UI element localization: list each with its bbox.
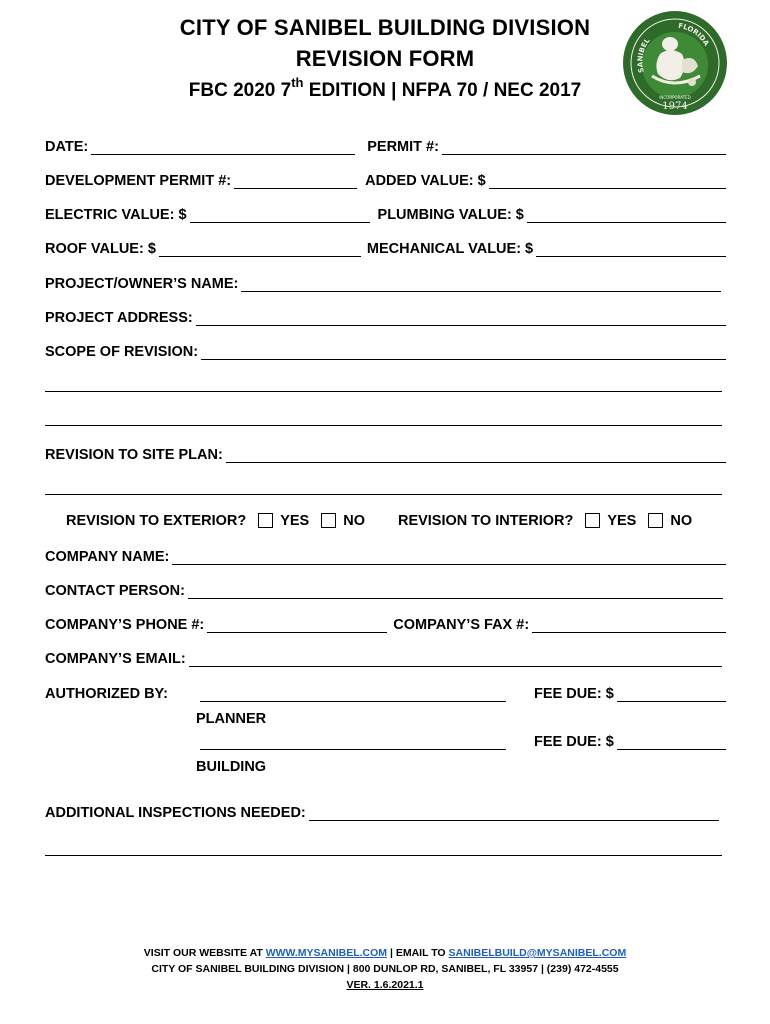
- electric-value-field[interactable]: [190, 208, 370, 223]
- row-owner-name: [45, 270, 721, 292]
- row-contact-person: [45, 577, 723, 599]
- additional-inspections-field[interactable]: [309, 806, 719, 821]
- company-phone-field[interactable]: [207, 618, 387, 633]
- subtitle-code: FBC 2020 7: [188, 80, 292, 101]
- planner-label: PLANNER: [196, 711, 267, 727]
- planner-fee-due-field[interactable]: [617, 687, 726, 702]
- row-project-address: [45, 304, 726, 326]
- subtitle-superscript: th: [291, 75, 304, 90]
- project-owner-name-label: PROJECT/OWNER’S NAME:: [45, 276, 239, 292]
- seal-text-left: SANIBEL: [636, 36, 652, 74]
- interior-yes-label: YES: [607, 513, 637, 529]
- website-link[interactable]: WWW.MYSANIBEL.COM: [265, 947, 388, 959]
- city-seal-logo: [622, 10, 728, 116]
- building-fee-due-field[interactable]: [617, 735, 726, 750]
- company-name-label: COMPANY NAME:: [45, 549, 170, 565]
- planner-fee-due-label: FEE DUE: $: [534, 686, 614, 702]
- interior-yes-checkbox[interactable]: [585, 513, 600, 528]
- revision-to-exterior-label: REVISION TO EXTERIOR?: [66, 513, 247, 529]
- exterior-yes-checkbox[interactable]: [258, 513, 273, 528]
- form-title-line2: REVISION FORM: [295, 46, 475, 71]
- company-fax-label: COMPANY’S FAX #:: [393, 617, 530, 633]
- row-building-caption: [196, 753, 396, 775]
- scope-of-revision-label: SCOPE OF REVISION:: [45, 344, 199, 360]
- revision-to-site-plan-label: REVISION TO SITE PLAN:: [45, 447, 223, 463]
- row-company-email: [45, 645, 722, 667]
- seal-year: 1974: [662, 101, 688, 112]
- row-building-signature: [45, 728, 726, 750]
- interior-no-checkbox[interactable]: [648, 513, 663, 528]
- exterior-no-checkbox[interactable]: [321, 513, 336, 528]
- row-phone-fax: [45, 611, 726, 633]
- scope-of-revision-line-3[interactable]: [45, 425, 722, 426]
- development-permit-label: DEVELOPMENT PERMIT #:: [45, 173, 232, 189]
- plumbing-value-field[interactable]: [527, 208, 726, 223]
- row-additional-inspections: [45, 799, 719, 821]
- seal-incorporated: INCORPORATED: [659, 95, 691, 100]
- row-company-name: [45, 543, 726, 565]
- permit-label: PERMIT #:: [367, 139, 439, 155]
- form-footer: [0, 945, 770, 993]
- additional-inspections-label: ADDITIONAL INSPECTIONS NEEDED:: [45, 805, 306, 821]
- form-header: [150, 12, 620, 106]
- project-address-field[interactable]: [196, 311, 726, 326]
- subtitle-edition: EDITION | NFPA 70 / NEC 2017: [303, 80, 582, 101]
- company-fax-field[interactable]: [532, 618, 726, 633]
- contact-person-field[interactable]: [188, 584, 723, 599]
- exterior-yes-label: YES: [280, 513, 310, 529]
- added-value-label: ADDED VALUE: $: [365, 173, 486, 189]
- building-fee-due-label: FEE DUE: $: [534, 734, 614, 750]
- row-site-plan: [45, 441, 726, 463]
- row-authorized-planner: [45, 680, 726, 702]
- project-address-label: PROJECT ADDRESS:: [45, 310, 193, 326]
- row-electric-plumbing: [45, 201, 726, 223]
- added-value-field[interactable]: [489, 174, 726, 189]
- interior-no-label: NO: [670, 513, 693, 529]
- revision-to-site-plan-field[interactable]: [226, 448, 726, 463]
- roof-value-field[interactable]: [159, 242, 361, 257]
- plumbing-value-label: PLUMBING VALUE: $: [377, 207, 524, 223]
- footer-address: CITY OF SANIBEL BUILDING DIVISION | 800 DUNLOP RD, SANIBEL, FL 33957 | (239) 472-4555: [151, 963, 619, 975]
- company-name-field[interactable]: [172, 550, 726, 565]
- form-subtitle: [150, 76, 620, 106]
- additional-inspections-line-2[interactable]: [45, 855, 722, 856]
- form-title-line1: CITY OF SANIBEL BUILDING DIVISION: [179, 15, 591, 40]
- footer-website-prefix: VISIT OUR WEBSITE AT: [143, 947, 266, 959]
- project-owner-name-field[interactable]: [241, 277, 721, 292]
- roof-value-label: ROOF VALUE: $: [45, 241, 156, 257]
- building-signature-field[interactable]: [200, 735, 506, 750]
- footer-email-prefix: | EMAIL TO: [387, 947, 449, 959]
- contact-person-label: CONTACT PERSON:: [45, 583, 185, 599]
- scope-of-revision-field[interactable]: [201, 345, 726, 360]
- footer-version: VER. 1.6.2021.1: [346, 979, 424, 991]
- revision-to-site-plan-line-2[interactable]: [45, 494, 722, 495]
- company-email-field[interactable]: [189, 652, 722, 667]
- row-date-permit: [45, 133, 726, 155]
- date-field[interactable]: [91, 140, 355, 155]
- row-scope: [45, 338, 726, 360]
- email-link[interactable]: SANIBELBUILD@MYSANIBEL.COM: [448, 947, 627, 959]
- row-roof-mechanical: [45, 235, 726, 257]
- row-exterior-interior: [66, 510, 726, 532]
- company-phone-label: COMPANY’S PHONE #:: [45, 617, 205, 633]
- mechanical-value-field[interactable]: [536, 242, 726, 257]
- planner-signature-field[interactable]: [200, 687, 506, 702]
- seal-text-right: FLORIDA: [677, 21, 711, 48]
- date-label: DATE:: [45, 139, 89, 155]
- permit-field[interactable]: [442, 140, 726, 155]
- mechanical-value-label: MECHANICAL VALUE: $: [366, 241, 534, 257]
- row-planner-caption: [196, 705, 396, 727]
- electric-value-label: ELECTRIC VALUE: $: [45, 207, 187, 223]
- revision-to-interior-label: REVISION TO INTERIOR?: [397, 513, 574, 529]
- scope-of-revision-line-2[interactable]: [45, 391, 722, 392]
- row-devpermit-added: [45, 167, 726, 189]
- development-permit-field[interactable]: [234, 174, 357, 189]
- authorized-by-label: AUTHORIZED BY:: [45, 686, 168, 702]
- footer-contact-line: [0, 945, 770, 961]
- building-label: BUILDING: [196, 759, 267, 775]
- exterior-no-label: NO: [343, 513, 365, 529]
- company-email-label: COMPANY’S EMAIL:: [45, 651, 186, 667]
